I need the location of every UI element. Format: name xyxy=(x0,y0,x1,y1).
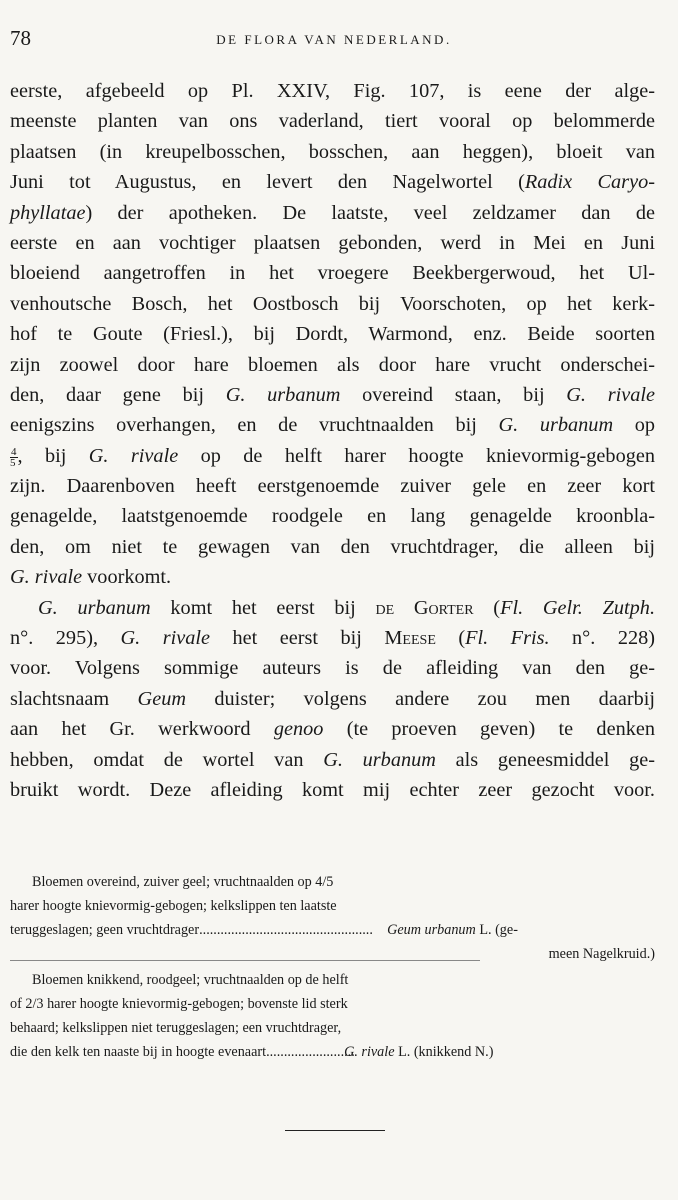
running-head: DE FLORA VAN NEDERLAND. xyxy=(216,32,452,47)
key-line: teruggeslagen; geen vruchtdrager................................................. Geum urbanum L. (ge- xyxy=(10,922,518,938)
text-line: bruikt wordt. Deze afleiding komt mij echter zeer gezocht voor. xyxy=(10,778,655,801)
text-line: bloeiend aangetroffen in het vroegere Beekbergerwoud, het Ul- xyxy=(10,262,655,285)
fraction: $\frac{4}{5}$ xyxy=(10,445,17,469)
text-line: zijn zoowel door hare bloemen als door hare vrucht onderschei- xyxy=(10,353,655,376)
footer-rule xyxy=(285,1130,385,1131)
text-line: genagelde, laatstgenoemde roodgele en lang genagelde kroonbla- xyxy=(10,505,655,528)
key-line: of 2/3 harer hoogte knievormig-gebogen; bovenste lid sterk xyxy=(10,996,348,1012)
text-line: den, daar gene bij G. urbanum overeind staan, bij G. rivale xyxy=(10,383,655,406)
text-line: Juni tot Augustus, en levert den Nagelwortel (Radix Caryo- xyxy=(10,171,655,194)
text-line: eerste, afgebeeld op Pl. XXIV, Fig. 107, is eene der alge- xyxy=(10,80,655,102)
key-divider xyxy=(10,960,480,961)
text-line: plaatsen (in kreupelbosschen, bosschen, aan heggen), bloeit van xyxy=(10,140,655,163)
key-line: meen Nagelkruid.) xyxy=(548,946,655,962)
identification-key-entry-1 xyxy=(10,870,655,966)
body-text xyxy=(10,76,655,805)
text-line: hof te Goute (Friesl.), bij Dordt, Warmond, enz. Beide soorten xyxy=(10,323,655,346)
text-line: zijn. Daarenboven heeft eerstgenoemde zuiver gele en zeer kort xyxy=(10,475,655,498)
text-line: $\frac{4}{5}$ , bij G. rivale op de helft harer hoogte knievormig-gebogen xyxy=(10,444,655,469)
key-line: Bloemen overeind, zuiver geel; vruchtnaalden op 4/5 xyxy=(32,874,334,890)
key-line: die den kelk ten naaste bij in hoogte evenaart.........................G. rivale L. (knikkend N.) xyxy=(10,1044,494,1060)
key-line: harer hoogte knievormig-gebogen; kelkslippen ten laatste xyxy=(10,898,337,914)
text-line: meenste planten van ons vaderland, tiert vooral op belommerde xyxy=(10,110,655,133)
page-number: 78 xyxy=(10,26,31,50)
text-line: G. urbanum komt het eerst bij de Gorter (Fl. Gelr. Zutph. xyxy=(38,596,656,619)
text-line: eenigszins overhangen, en de vruchtnaalden bij G. urbanum op xyxy=(10,414,656,437)
text-line: eerste en aan vochtiger plaatsen gebonden, werd in Mei en Juni xyxy=(10,231,655,254)
key-line: behaard; kelkslippen niet teruggeslagen; een vruchtdrager, xyxy=(10,1020,342,1036)
text-line: aan het Gr. werkwoord genoo (te proeven geven) te denken xyxy=(10,718,656,741)
text-line: G. rivale voorkomt. xyxy=(10,566,172,589)
key-line: Bloemen knikkend, roodgeel; vruchtnaalden op de helft xyxy=(32,972,349,988)
text-line: n°. 295), G. rivale het eerst bij Meese (Fl. Fris. n°. 228) xyxy=(10,627,656,650)
text-line: phyllatae) der apotheken. De laatste, veel zeldzamer dan de xyxy=(10,201,655,224)
identification-key-entry-2 xyxy=(10,968,655,1064)
text-line: venhoutsche Bosch, het Oostbosch bij Voorschoten, op het kerk- xyxy=(10,292,655,315)
text-line: hebben, omdat de wortel van G. urbanum als geneesmiddel ge- xyxy=(10,748,655,771)
text-line: den, om niet te gewagen van den vruchtdrager, die alleen bij xyxy=(10,535,655,558)
text-line: slachtsnaam Geum duister; volgens andere zou men daarbij xyxy=(10,687,655,710)
page-header xyxy=(10,26,658,56)
text-line: voor. Volgens sommige auteurs is de afleiding van den ge- xyxy=(10,657,655,680)
